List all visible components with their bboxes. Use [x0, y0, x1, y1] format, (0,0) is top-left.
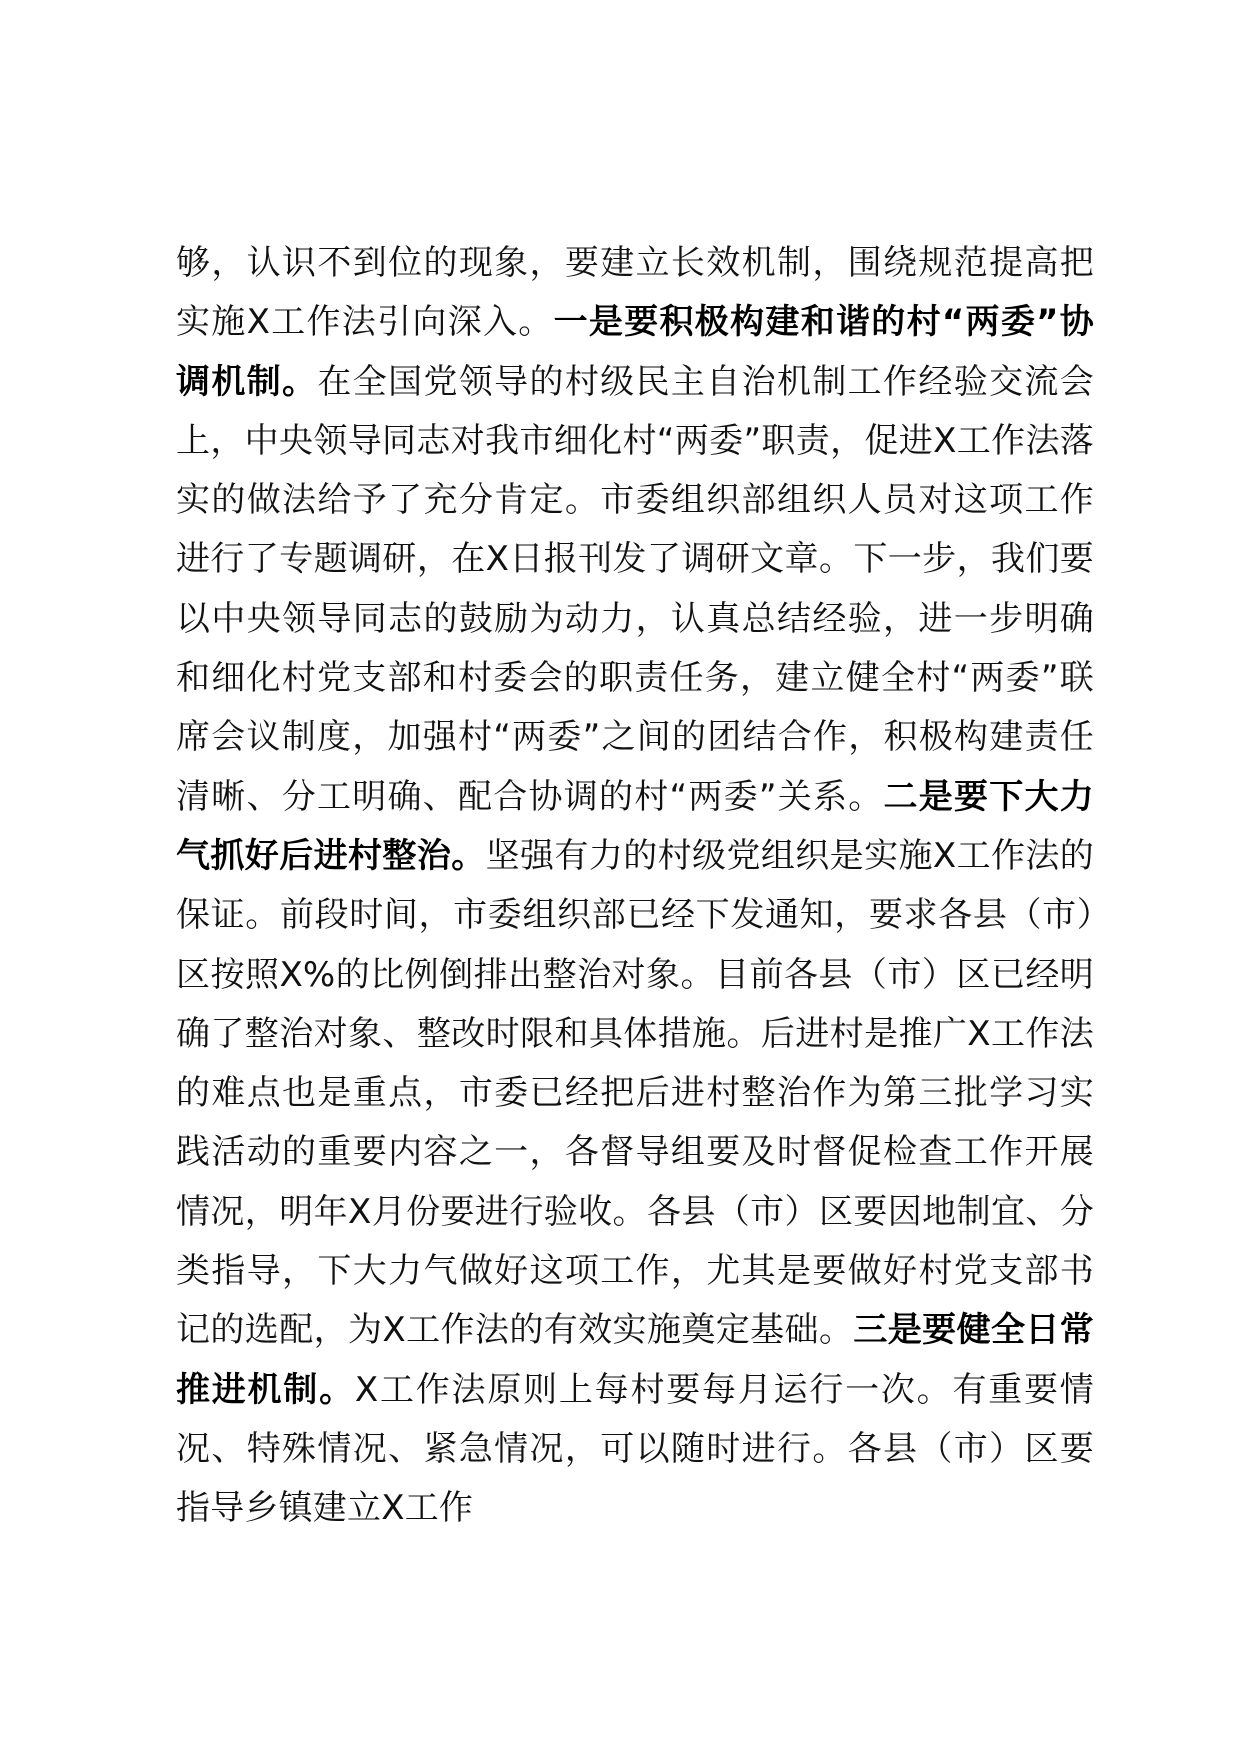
body-paragraph: [176, 234, 1094, 1539]
text-segment: X工作法原则上每村要每月运行一次。有重要情况、特殊情况、紧急情况，可以随时进行。各县（市）区要指导乡镇建立X工作: [176, 1369, 1094, 1529]
text-segment: 在全国党领导的村级民主自治机制工作经验交流会上，中央领导同志对我市细化村“两委”职责，促进X工作法落实的做法给予了充分肯定。市委组织部组织人员对这项工作进行了专题调研，在X日报刊发了调研文章。下一步，我们要以中央领导同志的鼓励为动力，认真总结经验，进一步明确和细化村党支部和村委会的职责任务，建立健全村“两委”联席会议制度，加强村“两委”之间的团结合作，积极构建责任清晰、分工明确、配合协调的村“两委”关系。: [176, 361, 1094, 817]
bold-heading-one: 一是要积极构建和谐的村“两委”协调机制。: [176, 302, 1095, 402]
text-segment: 够，认识不到位的现象，要建立长效机制，围绕规范提高把实施X工作法引向深入。: [176, 243, 1094, 343]
bold-heading-three: 三是要健全日常推进机制。: [176, 1310, 1094, 1410]
text-segment: 坚强有力的村级党组织是实施X工作法的保证。前段时间，市委组织部已经下发通知，要求各县（市）区按照X%的比例倒排出整治对象。目前各县（市）区已经明确了整治对象、整改时限和具体措施。后进村是推广X工作法的难点也是重点，市委已经把后进村整治作为第三批学习实践活动的重要内容之一，各督导组要及时督促检查工作开展情况，明年X月份要进行验收。各县（市）区要因地制宜、分类指导，下大力气做好这项工作，尤其是要做好村党支部书记的选配，为X工作法的有效实施奠定基础。: [176, 835, 1094, 1351]
bold-heading-two: 二是要下大力气抓好后进村整治。: [176, 776, 1094, 876]
